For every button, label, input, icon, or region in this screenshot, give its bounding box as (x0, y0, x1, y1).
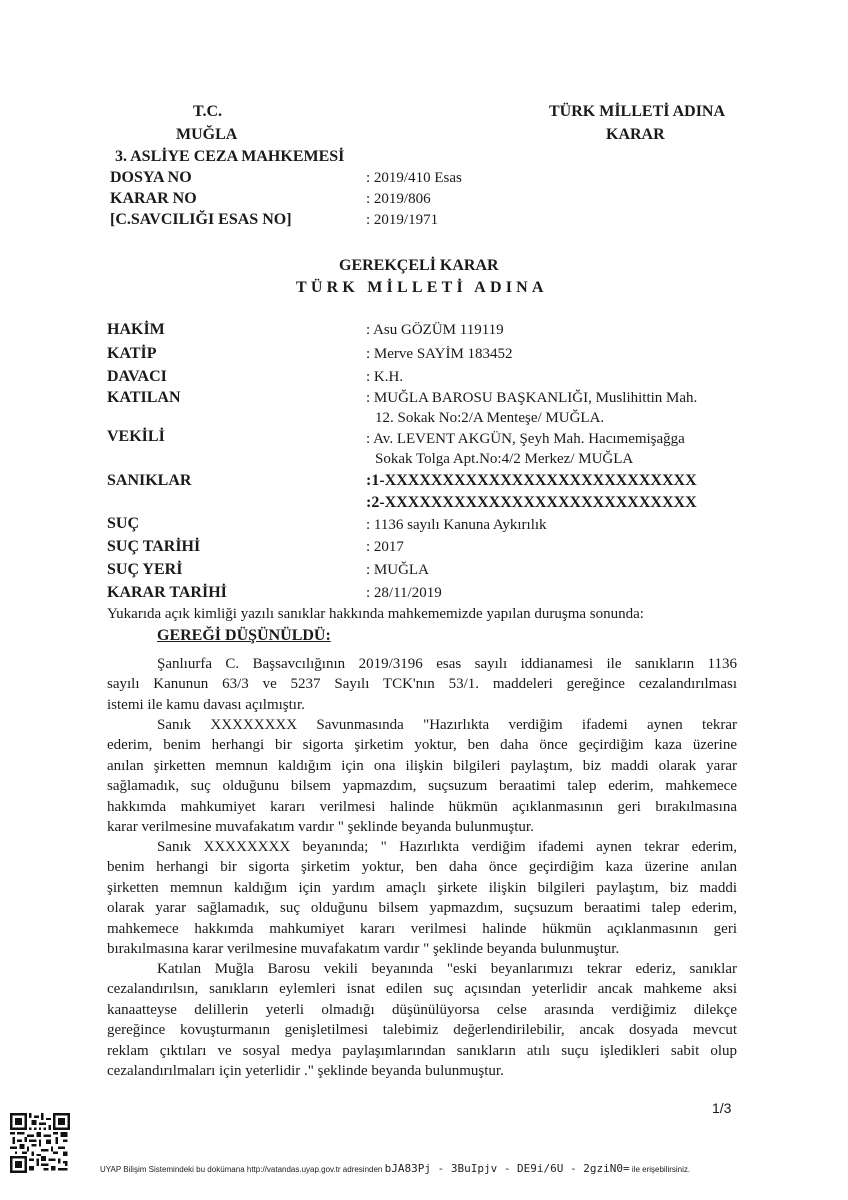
hakim-value: : Asu GÖZÜM 119119 (366, 322, 504, 338)
katilan-value-line2: 12. Sokak No:2/A Menteşe/ MUĞLA. (375, 410, 605, 426)
paragraph-line: hakkımda mahkumiyet kararı verilmesi halinde hükmün açıklanmasının geri bırakılmasına (107, 798, 737, 815)
vekili-value-line1: : Av. LEVENT AKGÜN, Şeyh Mah. Hacımemişağga (366, 431, 685, 447)
suc-tarihi-value: : 2017 (366, 539, 404, 555)
paragraph-defendant-1 (107, 715, 737, 837)
tc-label: T.C. (193, 103, 223, 120)
paragraph-line: Şanlıurfa C. Başsavcılığının 2019/3196 esas sayılı iddianamesi ile sanıkların 1136 (157, 656, 737, 672)
document-subtitle: TÜRK MİLLETİ ADINA (296, 279, 548, 296)
header-nation-title: TÜRK MİLLETİ ADINA (549, 103, 726, 120)
karar-tarihi-label: KARAR TARİHİ (107, 584, 227, 601)
paragraph-line: anılan şirketten memnun kaldığım için ona ilişkin bilgileri paylaştım, biz maddi olarak yarar (107, 757, 737, 774)
saniklar-label: SANIKLAR (107, 472, 192, 489)
dosya-no-label: DOSYA NO (110, 169, 192, 186)
paragraph-line: şirketten memnun kaldığım için yardım amaçlı şirkete ilişkin bilgileri paylaştım, biz maddi (107, 879, 737, 896)
document-title: GEREKÇELİ KARAR (339, 257, 499, 274)
paragraph-line: sayılı Kanunun 63/3 ve 5237 Sayılı TCK'nın 53/1. maddeleri gereğince cezalandırılması (107, 676, 737, 693)
paragraph-line: Sanık XXXXXXXX Savunmasında "Hazırlıkta verdiğim ifademi aynen tekrar (157, 717, 737, 733)
paragraph-line: mahkemece hakkımda mahkumiyet kararı verilmesi halinde hükmün açıklanmasının geri (107, 920, 737, 937)
paragraph-line: gereğince kovuşturmanın genişletilmesi talebimiz değerlendirilebilir, ancak dosyada mevcut (107, 1022, 737, 1039)
court-name: 3. ASLİYE CEZA MAHKEMESİ (115, 148, 345, 165)
katip-value: : Merve SAYİM 183452 (366, 346, 513, 362)
karar-no-label: KARAR NO (110, 190, 197, 207)
suc-label: SUÇ (107, 515, 140, 532)
sanik-1: :1-XXXXXXXXXXXXXXXXXXXXXXXXXXX (366, 472, 697, 489)
suc-value: : 1136 sayılı Kanuna Aykırılık (366, 517, 547, 533)
paragraph-indictment (107, 654, 737, 715)
paragraph-line: cezalandırılmaları için yeterlidir ." şeklinde beyanda bulunmuştur. (107, 1063, 504, 1080)
footer-prefix: UYAP Bilişim Sistemindeki bu dokümana http://vatandas.uyap.gov.tr adresinden (100, 1165, 383, 1174)
paragraph-intervener (107, 959, 737, 1081)
qr-code-icon (10, 1113, 70, 1173)
header-karar: KARAR (606, 126, 665, 143)
paragraph-defendant-2 (107, 837, 737, 959)
katilan-value-line1: : MUĞLA BAROSU BAŞKANLIĞI, Muslihittin Mah. (366, 390, 698, 406)
savcilik-no-label: [C.SAVCILIĞI ESAS NO] (110, 211, 292, 228)
karar-no-value: : 2019/806 (366, 191, 431, 207)
davaci-label: DAVACI (107, 368, 167, 385)
paragraph-line: Sanık XXXXXXXX beyanında; " Hazırlıkta verdiğim ifademi aynen tekrar ederim, (157, 839, 737, 855)
page-number: 1/3 (712, 1100, 732, 1116)
paragraph-line: bırakılmasına karar verilmesine muvafakatım vardır " şeklinde beyanda bulunmuştur. (107, 941, 620, 958)
suc-yeri-value: : MUĞLA (366, 562, 429, 578)
paragraph-line: Katılan Muğla Barosu vekili beyanında "eski beyanlarımızı tekrar ederiz, sanıklar (157, 961, 737, 977)
paragraph-line: reklam çıktıları ve sosyal medya paylaşımlarından sanıkların atılı suçu işledikleri sabit olup (107, 1042, 737, 1059)
hakim-label: HAKİM (107, 321, 165, 338)
katip-label: KATİP (107, 345, 157, 362)
katilan-label: KATILAN (107, 389, 181, 406)
suc-tarihi-label: SUÇ TARİHİ (107, 538, 201, 555)
intro-text: Yukarıda açık kimliği yazılı sanıklar hakkında mahkememizde yapılan duruşma sonunda: (107, 606, 644, 622)
dosya-no-value: : 2019/410 Esas (366, 170, 462, 186)
sanik-2: :2-XXXXXXXXXXXXXXXXXXXXXXXXXXX (366, 494, 697, 511)
paragraph-line: istemi ile kamu davası açılmıştır. (107, 696, 305, 713)
davaci-value: : K.H. (366, 369, 404, 385)
paragraph-line: olarak yarar sağlamadık, suç olduğunu bilsem yapmazdım, suçsuzum beraatimi talep ederim, (107, 900, 737, 917)
paragraph-line: sağlamadık, suç olduğunu bilsem yapmazdım, suçsuzum beraatimi talep ederim, mahkemece (107, 778, 737, 795)
paragraph-line: kanaatteyse delillerin yeterli olmadığı düşünülüyorsa celse arasında verdiğimiz dilekçe (107, 1001, 737, 1018)
decision-heading: GEREĞİ DÜŞÜNÜLDÜ: (157, 627, 331, 644)
footer-verification (100, 1162, 690, 1175)
suc-yeri-label: SUÇ YERİ (107, 561, 183, 578)
footer-suffix: ile erişebilirsiniz. (631, 1165, 691, 1174)
vekili-label: VEKİLİ (107, 428, 165, 445)
paragraph-line: cezalandırılsın, sanıkların eylemleri isnat edilen suç açısından yeterlidir ancak mahkeme aksi (107, 981, 737, 998)
savcilik-no-value: : 2019/1971 (366, 212, 439, 228)
paragraph-line: karar verilmesine muvafakatım vardır " şeklinde beyanda bulunmuştur. (107, 819, 534, 836)
karar-tarihi-value: : 28/11/2019 (366, 585, 442, 601)
paragraph-line: benim herhangi bir sigorta şirketim yoktur, ben daha önce geçirdiğim kaza üzerine anılan (107, 859, 737, 876)
city-label: MUĞLA (176, 126, 238, 143)
paragraph-line: ederim, benim herhangi bir sigorta şirketim yoktur, ben daha önce geçirdiğim kaza üzerine (107, 737, 737, 754)
vekili-value-line2: Sokak Tolga Apt.No:4/2 Merkez/ MUĞLA (375, 451, 634, 467)
verification-code: bJA83Pj - 3BuIpjv - DE9i/6U - 2gziN0= (384, 1162, 630, 1175)
